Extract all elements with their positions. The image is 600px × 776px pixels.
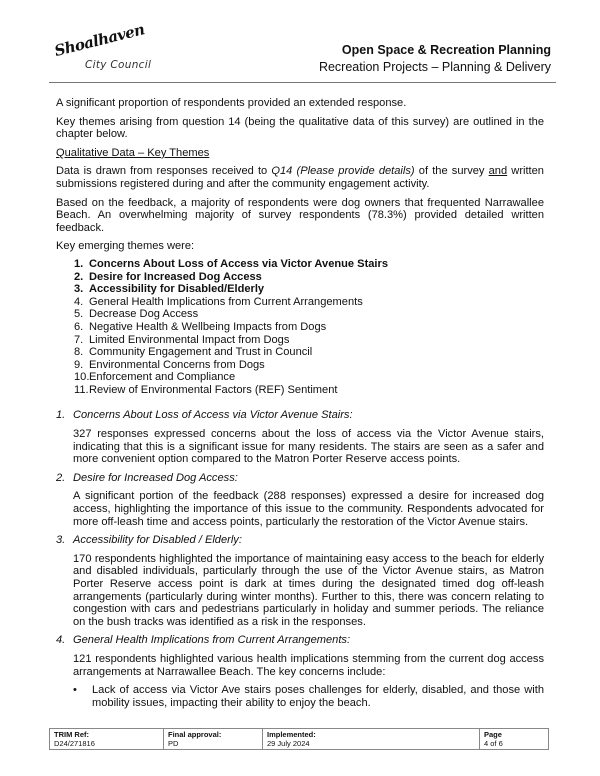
theme-item <box>56 346 544 359</box>
theme-text: Limited Environmental Impact from Dogs <box>89 333 290 346</box>
approval-value: PD <box>168 739 179 748</box>
logo-subtitle: City Council <box>85 59 152 71</box>
logo-script: Shoalhaven <box>52 20 147 61</box>
section-heading: Qualitative Data – Key Themes <box>56 146 210 159</box>
theme-text: Accessibility for Disabled/Elderly <box>89 283 265 296</box>
theme-section <box>56 409 544 465</box>
theme-number: 10. <box>74 371 90 384</box>
text: of the survey <box>414 165 489 178</box>
theme-number: 2. <box>74 270 84 283</box>
theme-item <box>56 321 544 334</box>
implemented-value: 29 July 2024 <box>267 739 310 748</box>
theme-text: Negative Health & Wellbeing Impacts from Dogs <box>89 320 327 333</box>
theme-number: 11. <box>74 383 89 396</box>
theme-item <box>56 271 544 284</box>
page-label: Page <box>484 730 502 739</box>
theme-text: Concerns About Loss of Access via Victor Avenue Stairs <box>89 257 389 270</box>
theme-number: 6. <box>74 320 84 333</box>
theme-section-heading <box>56 472 544 485</box>
theme-text: Community Engagement and Trust in Council <box>89 346 313 359</box>
intro-paragraph: A significant proportion of respondents provided an extended response. <box>56 97 407 109</box>
section-title: General Health Implications from Current Arrangements: <box>73 634 351 647</box>
approval-label: Final approval: <box>168 730 222 739</box>
key-themes-paragraph: Key themes arising from question 14 (being the qualitative data of this survey) are outlined in the chapter below. <box>56 115 544 141</box>
theme-item <box>56 296 544 309</box>
bullet-item <box>56 684 544 709</box>
trim-ref-label: TRIM Ref: <box>54 730 89 739</box>
theme-number: 1. <box>74 257 84 270</box>
page-number: 4 of 6 <box>484 739 503 748</box>
text: written submissions registered during and after the community engagement activity. <box>56 165 544 190</box>
theme-number: 5. <box>74 308 84 321</box>
themes-list <box>56 258 544 397</box>
theme-section-body: A significant portion of the feedback (288 responses) expressed a desire for increased dog access, highlighting the importance of this issue to the community. Respondents advocated for more off-leash time and access points, particularly the restoration of the Victor Avenue stairs. <box>73 490 544 528</box>
data-source-paragraph <box>56 165 544 190</box>
theme-item <box>56 359 544 372</box>
section-number: 1. <box>56 409 66 422</box>
section-number: 4. <box>56 634 66 647</box>
theme-section-body: 170 respondents highlighted the importance of maintaining easy access to the beach for elderly and disabled individuals, particularly through the use of the Victor Avenue stairs, as Matron Porter Reserve access point is dark at times during the designated timed dog off-leash arrangements (particularly during winter months). Further to this, there was concern relating to congestion with cars and pedestrians particularly in holiday and summer periods. The reliance on the bush tracks was identified as a risk in the responses. <box>73 552 544 628</box>
feedback-paragraph: Based on the feedback, a majority of respondents were dog owners that frequented Narrawallee Beach. An overwhelming majority of survey respondents (78.3%) provided detailed written feedback. <box>56 196 544 234</box>
bullet-icon: • <box>73 684 77 697</box>
theme-item <box>56 384 544 397</box>
theme-text: Desire for Increased Dog Access <box>89 270 262 283</box>
theme-number: 9. <box>74 358 84 371</box>
section-title: Accessibility for Disabled / Elderly: <box>73 534 242 547</box>
approval-cell <box>164 729 263 750</box>
page-content <box>56 97 544 715</box>
implemented-label: Implemented: <box>267 730 316 739</box>
theme-section <box>56 534 544 628</box>
theme-item <box>56 258 544 271</box>
theme-number: 4. <box>74 295 84 308</box>
section-number: 2. <box>56 471 66 484</box>
theme-number: 7. <box>74 333 84 346</box>
question-ref: Q14 (Please provide details) <box>271 165 415 178</box>
theme-section-heading <box>56 409 544 422</box>
theme-section-body: 121 respondents highlighted various health implications stemming from the current dog access arrangements at Narrawallee Beach. The key concerns include: <box>73 652 544 678</box>
theme-text: Decrease Dog Access <box>89 308 199 321</box>
document-footer-table <box>49 728 549 750</box>
theme-section <box>56 634 544 709</box>
theme-text: Enforcement and Compliance <box>89 371 236 384</box>
theme-item <box>56 308 544 321</box>
emphasis-and: and <box>488 165 508 178</box>
implemented-cell <box>263 729 480 750</box>
theme-section-body: 327 responses expressed concerns about the loss of access via the Victor Avenue stairs, indicating that this is a significant issue for many residents. The stairs are seen as a safer and more convenient option compared to the Matron Porter Reserve access points. <box>73 428 544 466</box>
theme-item <box>56 371 544 384</box>
theme-section-heading <box>56 534 544 547</box>
section-title: Desire for Increased Dog Access: <box>73 471 238 484</box>
header-subtitle: Recreation Projects – Planning & Delivery <box>318 60 551 74</box>
theme-section <box>56 472 544 528</box>
theme-text: Environmental Concerns from Dogs <box>89 358 265 371</box>
text: Data is drawn from responses received to <box>56 165 272 178</box>
header-divider <box>49 82 556 83</box>
theme-item <box>56 283 544 296</box>
section-number: 3. <box>56 534 66 547</box>
theme-text: General Health Implications from Current Arrangements <box>89 295 363 308</box>
theme-text: Review of Environmental Factors (REF) Sentiment <box>89 383 338 396</box>
trim-ref-cell <box>50 729 164 750</box>
theme-item <box>56 334 544 347</box>
theme-number: 8. <box>74 346 84 359</box>
themes-intro: Key emerging themes were: <box>56 240 195 253</box>
bullet-text: Lack of access via Victor Ave stairs poses challenges for elderly, disabled, and those with mobility issues, impacting their ability to enjoy the beach. <box>92 684 544 709</box>
trim-ref-value: D24/271816 <box>54 739 95 748</box>
section-title: Concerns About Loss of Access via Victor Avenue Stairs: <box>73 409 353 422</box>
theme-number: 3. <box>74 283 84 296</box>
shoalhaven-logo <box>52 20 160 82</box>
theme-section-heading <box>56 634 544 647</box>
page-cell <box>480 729 549 750</box>
header-title: Open Space & Recreation Planning <box>341 43 551 57</box>
